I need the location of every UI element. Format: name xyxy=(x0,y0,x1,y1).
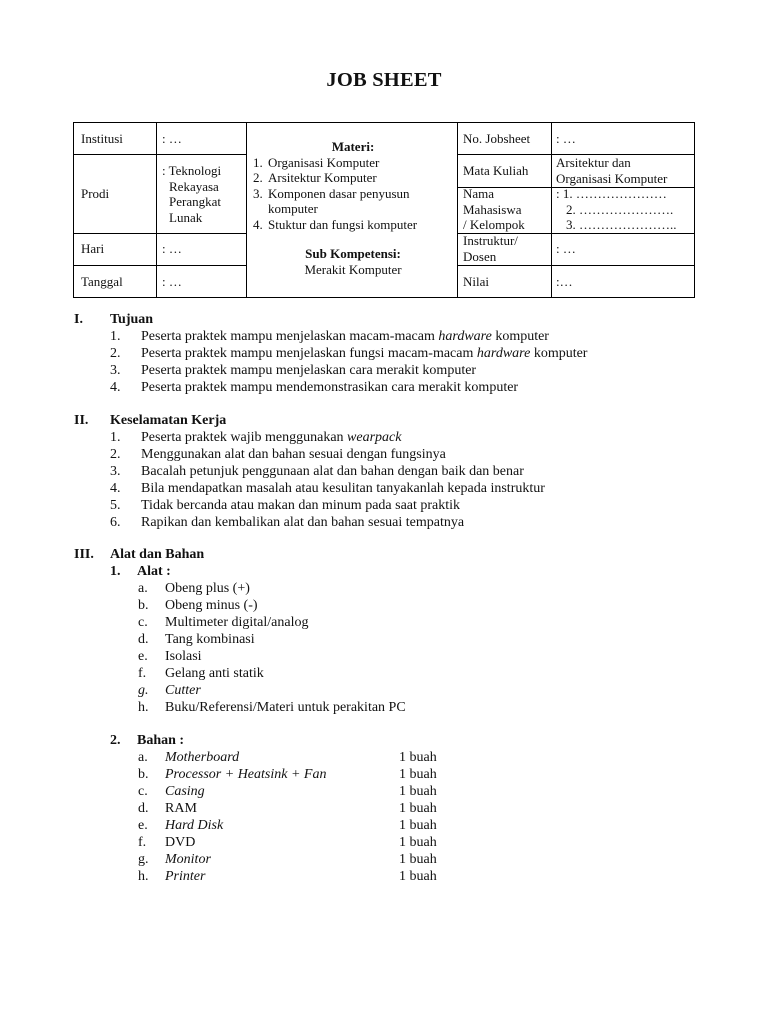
alat-item-letter: h. xyxy=(138,700,149,715)
instruktur-label-line: Instruktur/ xyxy=(463,233,518,248)
hari-value: : … xyxy=(162,241,182,256)
matakuliah-value xyxy=(556,155,667,186)
list-item-text-part: Peserta praktek mampu menjelaskan cara merakit komputer xyxy=(141,363,477,378)
section-number: III. xyxy=(74,547,94,562)
list-item-text-part: Peserta praktek mampu mendemonstrasikan cara merakit komputer xyxy=(141,380,519,395)
instruktur-label xyxy=(463,233,518,264)
bahan-item xyxy=(138,750,437,767)
section-title: Alat dan Bahan xyxy=(110,547,205,562)
bahan-item-text: RAM xyxy=(165,801,197,816)
table-divider xyxy=(74,265,246,266)
materi-item-number: 1. xyxy=(253,154,263,170)
materi-item-text: komputer xyxy=(268,201,318,216)
list-item xyxy=(110,498,460,515)
list-item-text-part: Peserta praktek wajib menggunakan xyxy=(141,430,348,445)
section-alat-dan-bahan xyxy=(0,547,768,887)
nilai-label: Nilai xyxy=(463,274,489,289)
materi-item xyxy=(247,201,459,217)
alat-item-text: Tang kombinasi xyxy=(165,632,255,647)
nama-label xyxy=(463,186,525,233)
table-divider xyxy=(74,233,246,234)
materi-list xyxy=(247,155,459,233)
list-item-text xyxy=(110,346,587,361)
list-item xyxy=(110,515,464,532)
prodi-value xyxy=(162,163,221,225)
alat-item-letter: g. xyxy=(138,683,149,698)
bahan-item xyxy=(138,784,437,801)
bahan-item-text: Motherboard xyxy=(165,750,240,765)
list-item xyxy=(110,464,524,481)
jobsheet-label: No. Jobsheet xyxy=(463,131,531,146)
list-item-text: Menggunakan alat dan bahan sesuai dengan fungsinya xyxy=(141,447,446,462)
nilai-value: :… xyxy=(556,274,573,289)
bahan-item-text: Printer xyxy=(165,869,206,884)
bahan-item-letter: a. xyxy=(138,750,148,765)
bahan-item-text: DVD xyxy=(165,835,196,850)
materi-item xyxy=(247,155,459,171)
job-info-table xyxy=(73,122,695,298)
alat-item xyxy=(138,666,264,683)
materi-item-text: Stuktur dan fungsi komputer xyxy=(268,216,418,232)
list-item-number: 6. xyxy=(110,515,121,530)
bahan-item-text: Casing xyxy=(165,784,205,799)
matakuliah-label: Mata Kuliah xyxy=(463,163,529,178)
materi-item-text: Organisasi Komputer xyxy=(268,154,380,170)
alat-item-letter: d. xyxy=(138,632,149,647)
list-item xyxy=(110,430,401,447)
nama-label-line: Mahasiswa xyxy=(463,201,522,217)
table-divider xyxy=(551,123,552,297)
alat-item xyxy=(138,615,309,632)
materi-item-number: 4. xyxy=(253,216,263,232)
tanggal-value: : … xyxy=(162,274,182,289)
section-keselamatan-kerja xyxy=(0,413,768,533)
alat-item-letter: b. xyxy=(138,598,149,613)
bahan-item-qty: 1 buah xyxy=(399,818,437,833)
instruktur-label-line: Dosen xyxy=(463,248,497,264)
list-item-emphasis: hardware xyxy=(438,329,492,344)
matakuliah-value-line: Organisasi Komputer xyxy=(556,170,668,186)
bahan-item-text: Processor + Heatsink + Fan xyxy=(165,767,327,782)
list-item-number: 5. xyxy=(110,498,121,513)
list-item-text: Bacalah petunjuk penggunaan alat dan bahan dengan baik dan benar xyxy=(141,464,524,479)
bahan-item-text: Monitor xyxy=(165,852,211,867)
list-item xyxy=(110,346,587,363)
materi-item xyxy=(247,170,459,186)
bahan-item-letter: d. xyxy=(138,801,149,816)
alat-item-letter: e. xyxy=(138,649,148,664)
alat-item-text: Gelang anti statik xyxy=(165,666,264,681)
institusi-label: Institusi xyxy=(81,131,123,146)
subsection-alat-heading xyxy=(110,564,171,581)
table-divider xyxy=(74,154,246,155)
section-tujuan xyxy=(0,312,768,402)
alat-item-text: Cutter xyxy=(165,683,201,698)
alat-item-letter: c. xyxy=(138,615,148,630)
list-item-text xyxy=(110,329,549,344)
jobsheet-value: : … xyxy=(556,131,576,146)
alat-item-text: Obeng minus (-) xyxy=(165,598,258,613)
alat-item-letter: a. xyxy=(138,581,148,596)
nama-value-line: 2. …………………. xyxy=(566,201,674,217)
list-item-number: 4. xyxy=(110,380,121,395)
table-divider xyxy=(156,123,157,297)
materi-heading: Materi: xyxy=(331,139,375,154)
prodi-value-line: Lunak xyxy=(169,209,203,225)
alat-item xyxy=(138,632,255,649)
matakuliah-value-line: Arsitektur dan xyxy=(556,155,631,170)
list-item xyxy=(110,329,549,346)
alat-item-text: Buku/Referensi/Materi untuk perakitan PC xyxy=(165,700,406,715)
alat-item-letter: f. xyxy=(138,666,147,681)
subsection-number: 2. xyxy=(110,733,121,748)
subsection-number: 1. xyxy=(110,564,121,579)
bahan-item-letter: c. xyxy=(138,784,148,799)
sub-kompetensi-value: Merakit Komputer xyxy=(304,261,402,277)
bahan-item-text: Hard Disk xyxy=(165,818,224,833)
table-divider xyxy=(457,265,694,266)
section-number: I. xyxy=(74,312,83,327)
subsection-title: Bahan : xyxy=(137,733,185,748)
list-item-text xyxy=(110,363,476,378)
list-item xyxy=(110,447,446,464)
alat-item-text: Multimeter digital/analog xyxy=(165,615,309,630)
materi-item xyxy=(247,217,459,233)
list-item-number: 4. xyxy=(110,481,121,496)
materi-item-text: Komponen dasar penyusun xyxy=(268,185,410,201)
list-item-text: Rapikan dan kembalikan alat dan bahan sesuai tempatnya xyxy=(141,515,465,530)
list-item xyxy=(110,363,476,380)
bahan-item-letter: g. xyxy=(138,852,149,867)
list-item-number: 1. xyxy=(110,430,121,445)
list-item-text-part: Peserta praktek mampu menjelaskan macam-macam xyxy=(141,329,439,344)
materi-block xyxy=(247,139,459,277)
list-item-number: 3. xyxy=(110,363,121,378)
bahan-item-qty: 1 buah xyxy=(399,801,437,816)
alat-item xyxy=(138,683,201,700)
bahan-item-qty: 1 buah xyxy=(399,767,437,782)
sub-kompetensi-heading: Sub Kompetensi: xyxy=(305,246,401,261)
list-item-text-part: komputer xyxy=(530,346,588,361)
instruktur-value: : … xyxy=(556,241,576,256)
list-item-number: 2. xyxy=(110,447,121,462)
bahan-item-qty: 1 buah xyxy=(399,750,437,765)
nama-label-line: / Kelompok xyxy=(463,217,525,232)
bahan-item-qty: 1 buah xyxy=(399,869,437,884)
list-item-text: Bila mendapatkan masalah atau kesulitan tanyakanlah kepada instruktur xyxy=(141,481,545,496)
bahan-item xyxy=(138,835,437,852)
section-title: Keselamatan Kerja xyxy=(110,413,227,428)
section-title: Tujuan xyxy=(110,312,154,327)
bahan-item xyxy=(138,818,437,835)
subsection-bahan-heading xyxy=(110,733,185,750)
prodi-value-line: Perangkat xyxy=(169,194,221,209)
list-item-number: 1. xyxy=(110,329,121,344)
alat-item-text: Obeng plus (+) xyxy=(165,581,250,596)
alat-item xyxy=(138,598,258,615)
materi-item-number: 3. xyxy=(253,185,263,201)
alat-item xyxy=(138,649,202,666)
materi-item-text: Arsitektur Komputer xyxy=(268,170,377,185)
list-item xyxy=(110,380,518,397)
bahan-item xyxy=(138,869,437,886)
bahan-item xyxy=(138,767,437,784)
list-item-number: 2. xyxy=(110,346,121,361)
section-number: II. xyxy=(74,413,89,428)
prodi-label: Prodi xyxy=(81,186,110,201)
page-title: JOB SHEET xyxy=(326,69,442,91)
alat-item xyxy=(138,581,250,598)
bahan-item xyxy=(138,801,437,818)
tanggal-label: Tanggal xyxy=(81,274,123,289)
alat-item xyxy=(138,700,406,717)
list-item-text-part: Peserta praktek mampu menjelaskan fungsi macam-macam xyxy=(141,346,477,361)
bahan-item-qty: 1 buah xyxy=(399,852,437,867)
list-item-number: 3. xyxy=(110,464,121,479)
bahan-item-letter: e. xyxy=(138,818,148,833)
nama-value-line: 3. ………………….. xyxy=(566,217,677,232)
list-item-emphasis: wearpack xyxy=(347,430,402,445)
list-item xyxy=(110,481,545,498)
materi-item-number: 2. xyxy=(253,170,263,185)
bahan-item-letter: b. xyxy=(138,767,149,782)
prodi-value-line: Rekayasa xyxy=(169,178,219,194)
list-item-text: Tidak bercanda atau makan dan minum pada saat praktik xyxy=(141,498,461,513)
list-item-text-part: komputer xyxy=(491,329,549,344)
bahan-item-letter: h. xyxy=(138,869,149,884)
nama-label-line: Nama xyxy=(463,186,495,201)
nama-value-line: : 1. ………………… xyxy=(556,186,667,201)
list-item-text xyxy=(110,430,401,445)
bahan-item-qty: 1 buah xyxy=(399,835,437,850)
list-item-emphasis: hardware xyxy=(476,346,531,361)
nama-value xyxy=(556,186,677,233)
subsection-title: Alat : xyxy=(137,564,171,579)
bahan-item-qty: 1 buah xyxy=(399,784,437,799)
materi-item xyxy=(247,186,459,202)
prodi-value-line: : Teknologi xyxy=(162,163,222,178)
list-item-text xyxy=(110,380,518,395)
bahan-item xyxy=(138,852,437,869)
bahan-item-letter: f. xyxy=(138,835,147,850)
institusi-value: : … xyxy=(162,131,182,146)
alat-item-text: Isolasi xyxy=(165,649,202,664)
hari-label: Hari xyxy=(81,241,105,256)
